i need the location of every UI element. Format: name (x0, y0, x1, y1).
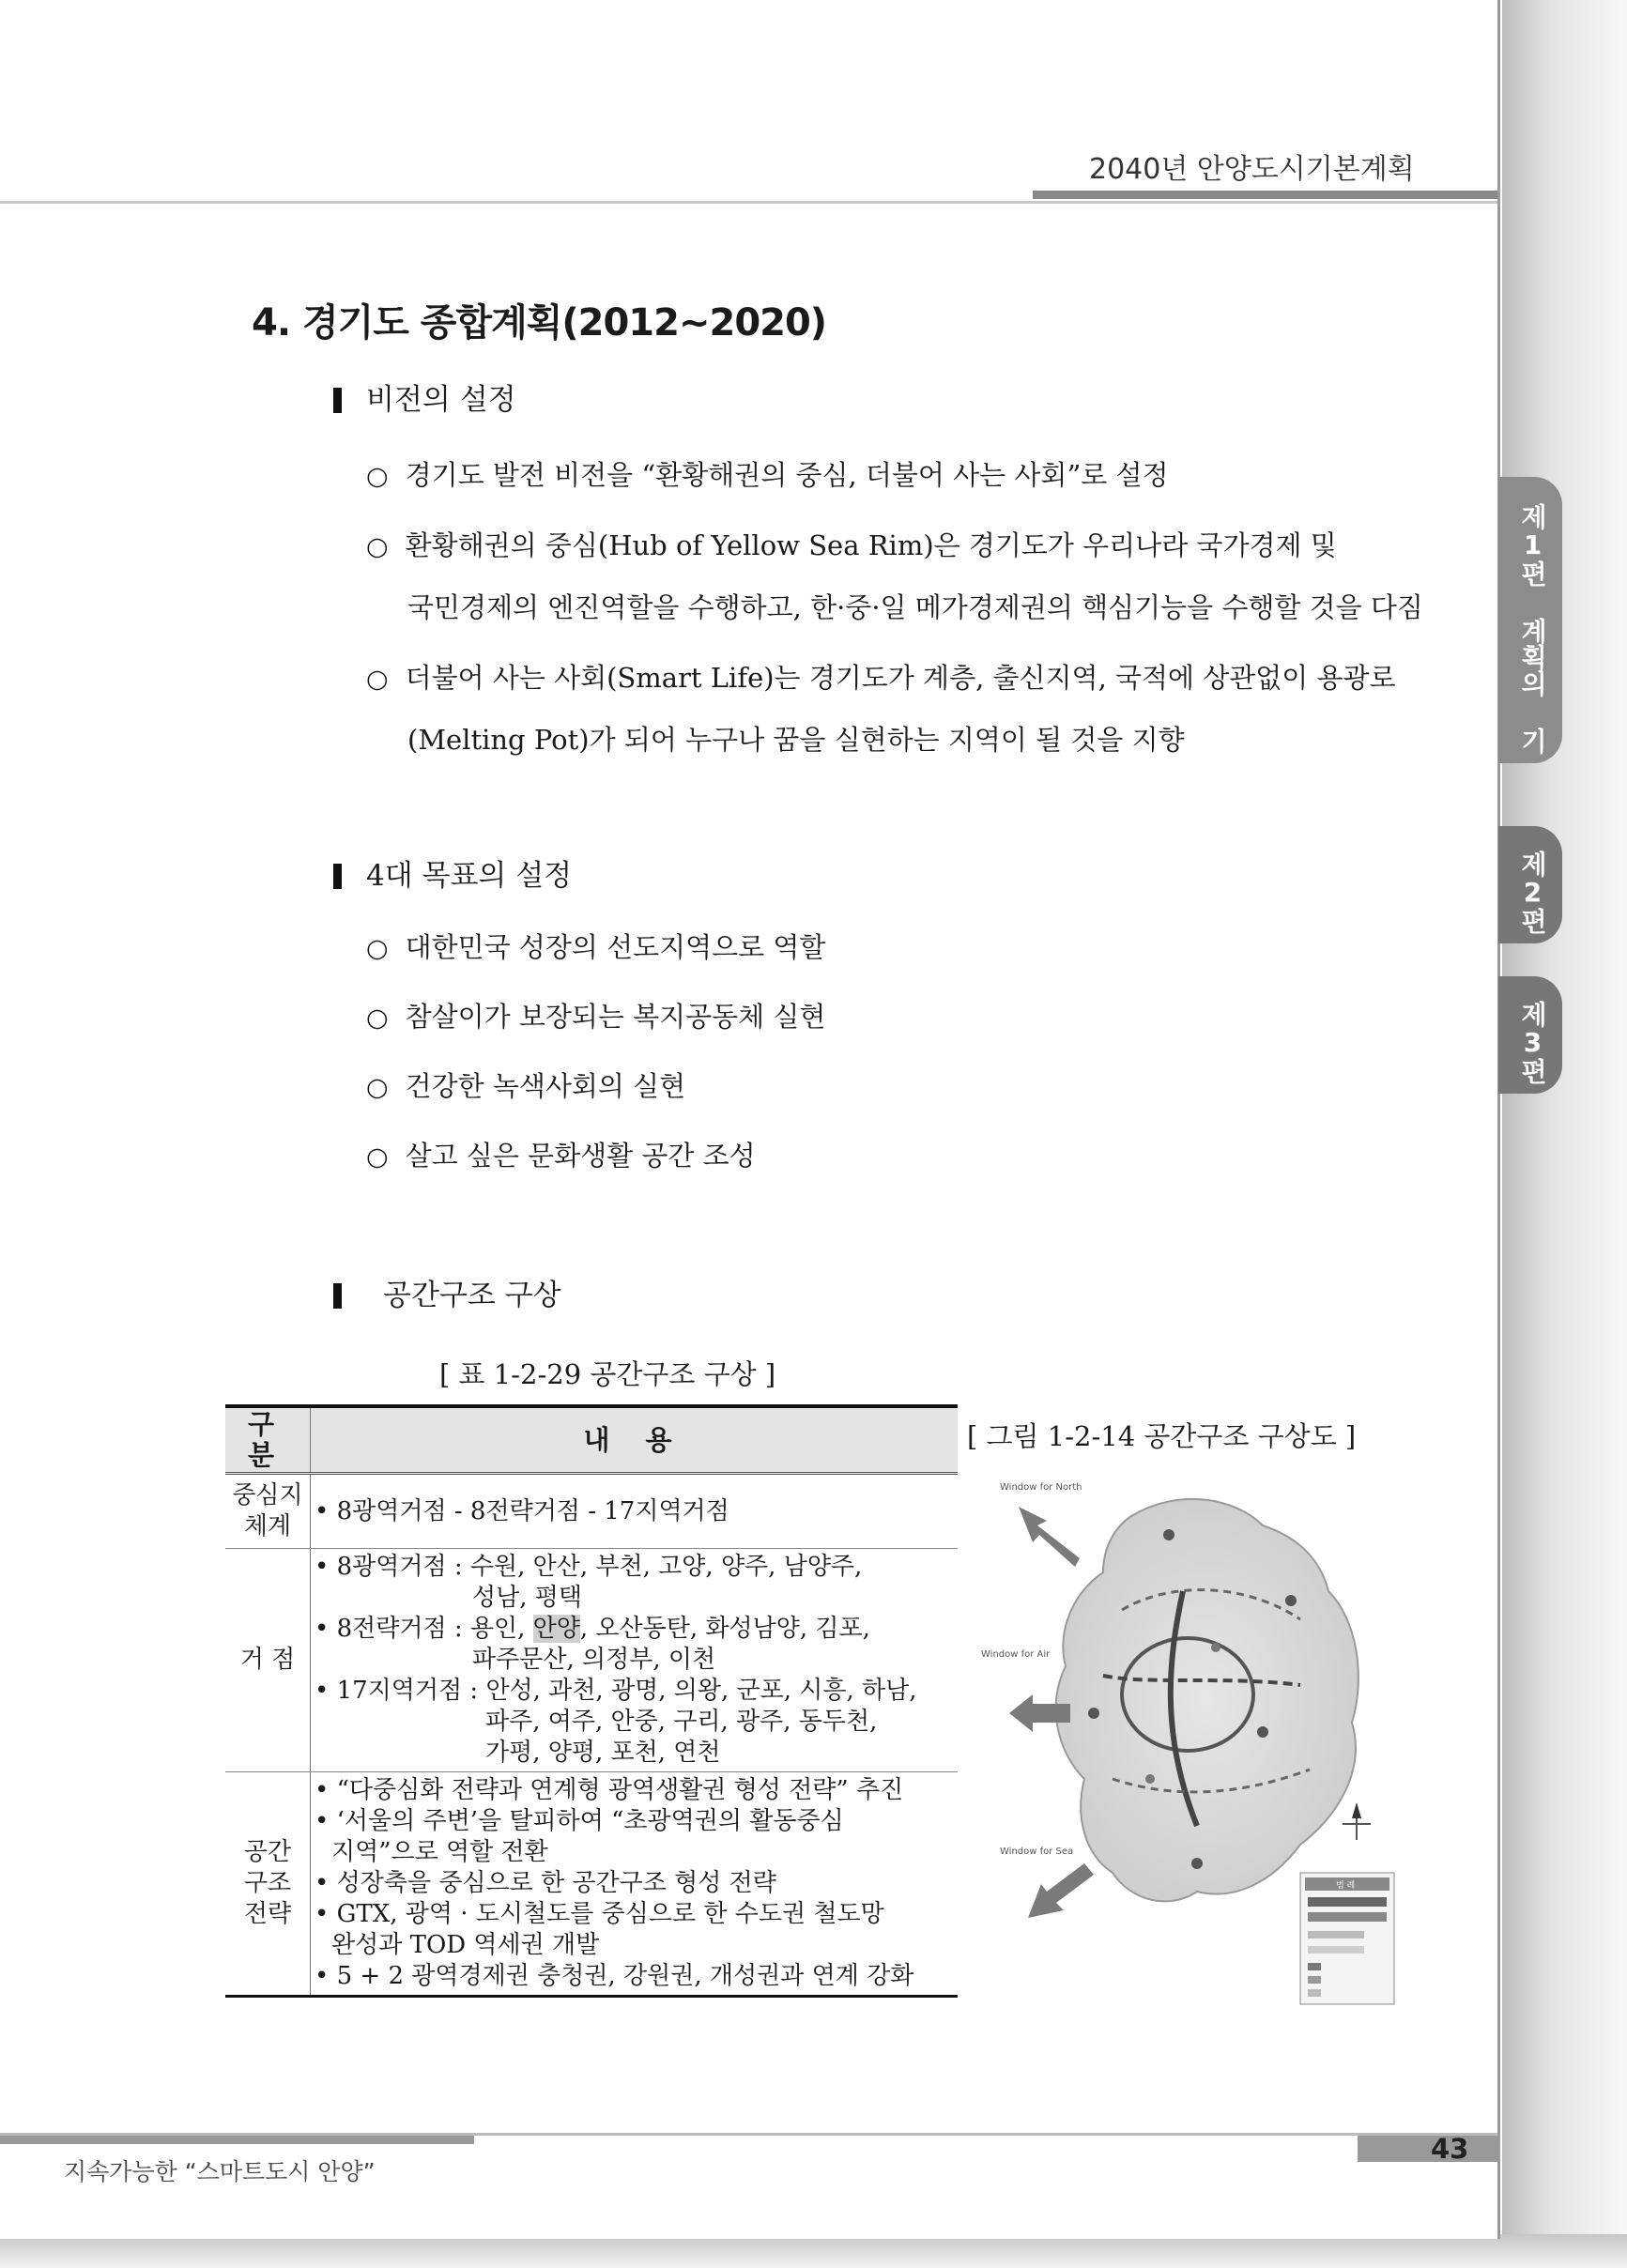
circle-bullet-icon: ○ (366, 665, 389, 694)
goal-item: ○ 살고 싶은 문화생활 공간 조성 (366, 1140, 756, 1172)
map-legend (1300, 1873, 1394, 2004)
page-number: 43 (1431, 2133, 1469, 2165)
circle-bullet-icon: ○ (366, 1142, 389, 1172)
legend-title: 범 례 (1336, 1881, 1356, 1891)
table-header-category: 구 분 (225, 1406, 311, 1474)
row-content: • 8광역거점 - 8전략거점 - 17지역거점 (311, 1474, 959, 1549)
goal-item: ○ 참살이가 보장되는 복지공동체 실현 (366, 1001, 826, 1033)
table-row (225, 1772, 958, 1997)
spatial-structure-table (225, 1404, 958, 1998)
chapter-tab-2[interactable]: 제2편 (1498, 826, 1562, 943)
hub-marker (1088, 1708, 1099, 1719)
header-bar (1033, 191, 1497, 199)
header-rule (0, 201, 1497, 204)
footer-text: 지속가능한 “스마트도시 안양” (64, 2158, 376, 2185)
hub-marker (1191, 1858, 1203, 1869)
vision-item-2: ○ 환황해권의 중심(Hub of Yellow Sea Rim)은 경기도가 우리나라 국가경제 및 국민경제의 엔진역할을 수행하고, 한·중·일 메가경제권의 핵심기능을 수행할 것을 다짐 (366, 529, 1423, 623)
chapter-tab-3[interactable]: 제3편 (1498, 976, 1562, 1094)
window-sea-label: Window for Sea (1000, 1847, 1074, 1857)
chapter-tab-1[interactable]: 제1편 계획의 기조 (1498, 477, 1562, 763)
circle-bullet-icon: ○ (366, 1073, 389, 1102)
hub-marker (1145, 1774, 1155, 1784)
section-title: 4. 경기도 종합계획(2012~2020) (252, 301, 827, 345)
arrow-north-icon (1019, 1507, 1080, 1567)
spatial-heading: 공간구조 구상 (333, 1271, 561, 1313)
goals-heading: 4대 목표의 설정 (333, 851, 572, 894)
table-caption: [ 표 1-2-29 공간구조 구상 ] (439, 1358, 776, 1390)
circle-bullet-icon: ○ (366, 462, 389, 491)
table-header-content: 내 용 (311, 1406, 959, 1474)
arrow-sea-icon (1028, 1863, 1094, 1918)
row-head: 공간 구조 전략 (225, 1772, 311, 1997)
hub-marker (1285, 1595, 1297, 1606)
hub-marker (1211, 1643, 1220, 1652)
goal-item: ○ 대한민국 성장의 선도지역으로 역할 (366, 931, 826, 963)
table-row (225, 1549, 958, 1772)
vision-item-3: ○ 더불어 사는 사회(Smart Life)는 경기도가 계층, 출신지역, 국적에 상관없이 용광로 (Melting Pot)가 되어 누구나 꿈을 실현하는 지역이 될 것을 지향 (366, 662, 1396, 756)
row-content: • 8광역거점 : 수원, 안산, 부천, 고양, 양주, 남양주, 성남, 평택 • 8전략거점 : 용인, 안양, 오산동탄, 화성남양, 김포, 파주문산, 의정부, 이천 • 17지역거점 : 안성, 과천, 광명, 의왕, 군포, 시흥, 하남, 파주, 여주, 안중, 구리, 광주, 동두천, 가평, 양평, 포천, 연천 (311, 1549, 959, 1772)
row-head: 중심지 체계 (225, 1474, 311, 1549)
heading-marker (333, 388, 342, 413)
window-air-label: Window for Air (981, 1649, 1051, 1660)
spatial-structure-map (981, 1469, 1404, 2014)
page-edge-shadow (1502, 0, 1627, 2268)
table-row (225, 1474, 958, 1549)
circle-bullet-icon: ○ (366, 934, 389, 963)
figure-caption: [ 그림 1-2-14 공간구조 구상도 ] (967, 1420, 1357, 1452)
gyeonggi-region-shape (1056, 1499, 1358, 1902)
row-head: 거 점 (225, 1549, 311, 1772)
window-north-label: Window for North (1000, 1482, 1082, 1493)
table-header-row (225, 1406, 958, 1474)
circle-bullet-icon: ○ (366, 532, 389, 561)
goal-item: ○ 건강한 녹색사회의 실현 (366, 1070, 686, 1102)
page-number-box (1358, 2136, 1498, 2162)
circle-bullet-icon: ○ (366, 1004, 389, 1033)
heading-marker (333, 864, 342, 889)
vision-heading: 비전의 설정 (333, 375, 516, 418)
hub-marker (1257, 1726, 1268, 1738)
running-header: 2040년 안양도시기본계획 (1089, 153, 1415, 186)
compass-icon (1343, 1802, 1371, 1840)
row-content: • “다중심화 전략과 연계형 광역생활권 형성 전략” 추진 • ‘서울의 주변’을 탈피하여 “초광역권의 활동중심 지역”으로 역할 전환 • 성장축을 중심으로 한 공간구조 형성 전략 • GTX, 광역 · 도시철도를 중심으로 한 수도권 철도망 완성과 TOD 역세권 개발 • 5 + 2 광역경제권 충청권, 강원권, 개성권과 연계 강화 (311, 1772, 959, 1997)
footer-bar (0, 2136, 474, 2144)
heading-marker (333, 1283, 342, 1309)
page-bottom-shadow (0, 2234, 1627, 2268)
vision-item-1: ○ 경기도 발전 비전을 “환황해권의 중심, 더불어 사는 사회”로 설정 (366, 459, 1169, 491)
hub-marker (1163, 1529, 1174, 1540)
highlighted-anyang: 안양 (532, 1615, 580, 1643)
